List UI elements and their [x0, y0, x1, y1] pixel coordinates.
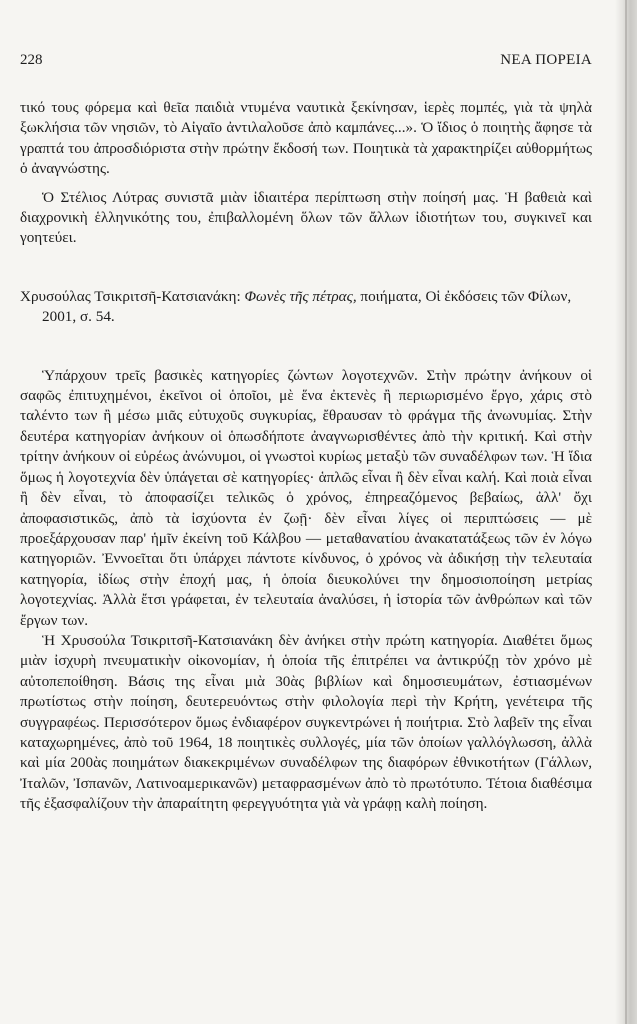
citation-book-title: Φωνὲς τῆς πέτρας,: [244, 287, 357, 305]
paragraph-continuation: τικό τους φόρεμα καὶ θεῖα παιδιὰ ντυμένα ναυτικὰ ξεκίνησαν, ἱερὲς πομπές, γιὰ τὰ ψηλὰ ξωκλήσια τῶν νησιῶν, τὸ Αἰγαῖο ἀντιλαλοῦσε ἀπὸ καμπάνες...». Ὁ ἴδιος ὁ ποιητὴς ἄφησε τὰ γραπτά του ἀπροσδιόριστα στὴν πρώτην ἔκδοσή των. Ποιητικὰ τὰ χαρακτηρίζει αὐθορμήτως ὁ ἀναγνώστης.: [20, 99, 592, 178]
citation-details: ποιήματα, Οἱ ἐκδόσεις τῶν Φίλων, 2001, σ. 54.: [42, 287, 572, 326]
paragraph-lytras: Ὁ Στέλιος Λύτρας συνιστᾶ μιὰν ἰδιαιτέρα περίπτωση στὴν ποίησή μας. Ἡ βαθειὰ καὶ διαχρονικὴ ἑλληνικότης του, ἐπιβαλλομένη ὅλων τῶν ἄλλων ἰδιοτήτων του, συγκινεῖ και γοητεύει.: [20, 188, 592, 247]
page-body: [20, 98, 592, 815]
page-number: 228: [20, 52, 43, 68]
page-binding-line: [625, 0, 627, 1024]
citation-author: Χρυσούλας Τσικριτσῆ-Κατσιανάκη:: [20, 287, 241, 305]
running-title: ΝΕΑ ΠΟΡΕΙΑ: [500, 52, 592, 68]
page-header: [20, 52, 592, 74]
book-citation: [20, 287, 592, 328]
paragraph-categories: Ὑπάρχουν τρεῖς βασικὲς κατηγορίες ζώντων λογοτεχνῶν. Στὴν πρώτην ἀνήκουν οἱ σαφῶς ἐπιτυχημένοι, ἐκεῖνοι οἱ ὁποῖοι, μὲ ἕνα ἐκτενὲς ἢ περιωρισμένο ἔργο, χάρις στὸ ταλέντο των ἢ μέσω μιᾶς εὐτυχοῦς συγκυρίας, ἔθραυσαν τὸ φράγμα τῆς ἀνωνυμίας. Στὴν δευτέρα κατηγορίαν ἀνήκουν οἱ ὁπωσδήποτε ἀναγνωρισθέντες ἀπὸ τὴν κριτική. Καὶ στὴν τρίτην ἀνήκουν οἱ εὐρέως ἀνώνυμοι, οἱ γνωστοὶ κυρίως μεταξὺ τῶν συναδέλφων των. Ἡ ἴδια ὅμως ἡ λογοτεχνία δὲν ὑπάγεται σὲ κατηγορίες· ἁπλῶς εἶναι ἢ δὲν εἶναι καλή. Καὶ ποιὰ εἶναι ἢ δὲν εἶναι, τὸ ἀποφασίζει τελικῶς ὁ χρόνος, ἐπηρεαζόμενος βεβαίως, ἀλλ' ὄχι ἀποφασιστικῶς, ἀπὸ τὰ ἰσχύοντα ἐν ζωῇ· δὲν εἶναι λίγες οἱ περιπτώσεις — μὲ προεξάρχουσαν παρ' ἡμῖν ἐκείνη τοῦ Κάλβου — μεταθανατίου ἀνακατατάξεως τῶν ἐν λόγω κατηγοριῶν. Ἐννοεῖται ὅτι ὑπάρχει πάντοτε κίνδυνος, ὁ χρόνος νὰ ἀδικήσῃ τὴν τελευταία κατηγορία, ἰδίως στὴν ἐποχή μας, ἡ ὁποία διευκολύνει την δημοσιοποίηση μετρίας λογοτεχνίας. Ἀλλὰ ἔτσι γράφεται, ἐν τελευταία ἀναλύσει, ἡ ἱστορία τῶν ἀνθρώπων καὶ τῶν ἔργων των.: [20, 366, 592, 629]
paragraph-poet: Ἡ Χρυσούλα Τσικριτσῆ-Κατσιανάκη δὲν ἀνήκει στὴν πρώτη κατηγορία. Διαθέτει ὅμως μιὰν ἰσχυρὴ πνευματικὴν οἰκονομίαν, ἡ ὁποία τῆς ἐπιτρέπει να ἀντικρύζῃ τὸν χρόνο μὲ αὐτοπεποίθηση. Βάσις της εἶναι μιὰ 30ὰς βιβλίων καὶ δημοσιευμάτων, ἐστιασμένων πρωτίστως στὴν ποίηση, δευτερευόντως στὴν φιλολογία περὶ τὴν Κρήτη, γενέτειρα τῆς συγγραφέως. Περισσότερον ὅμως ἐνδιαφέρον συγκεντρώνει ἡ ποιήτρια. Στὸ λαβεῖν της εἶναι καταχωρημένες, ἀπὸ τοῦ 1964, 18 ποιητικὲς συλλογές, μία τῶν ὁποίων γαλλόγλωσση, ἀλλὰ καὶ μία 200ὰς ποιημάτων διακεκριμένων συναδέλφων της διαφόρων ἐθνικοτήτων (Γάλλων, Ἰταλῶν, Ἰσπανῶν, Λατινοαμερικανῶν) μεταφρασμένων ἀπὸ τὸ πρωτότυπο. Τέτοια διαθέσιμα τῆς ἐξασφαλίζουν τὴν ἀπαραίτητη φερεγγυότητα γιὰ νὰ γράφῃ καλὴ ποίηση.: [20, 631, 592, 813]
